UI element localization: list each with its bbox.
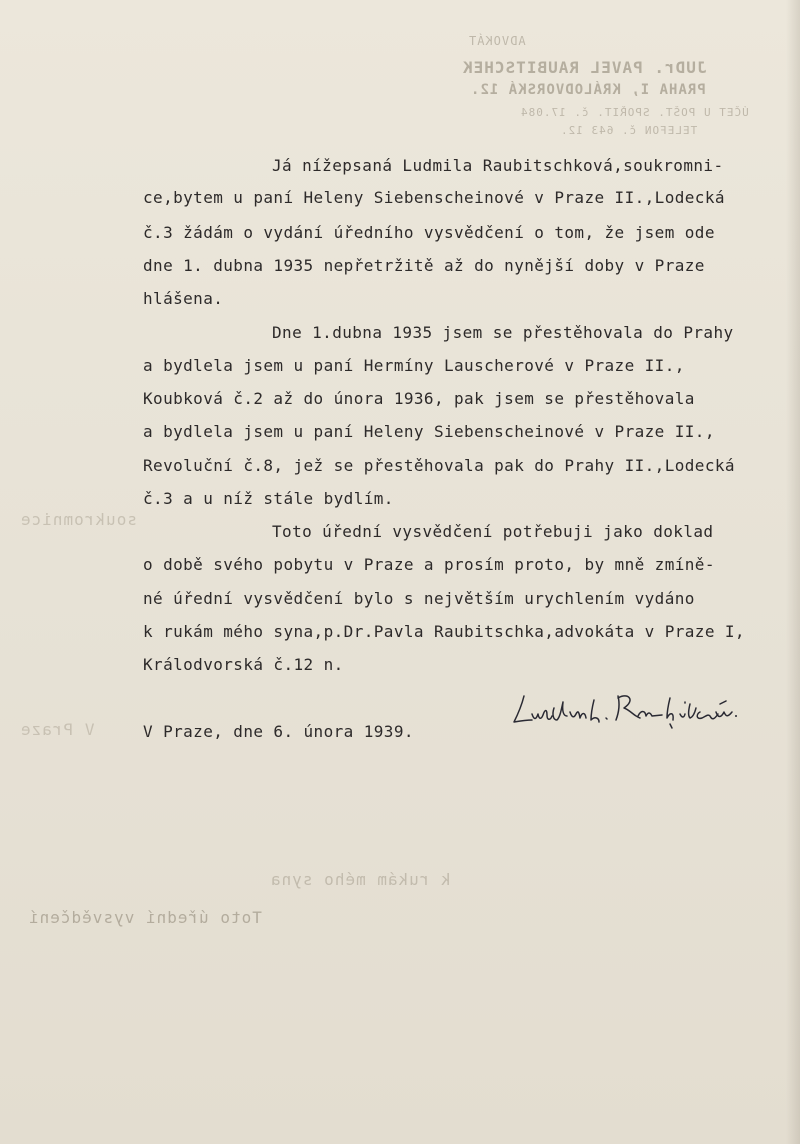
date-line: V Praze, dne 6. února 1939. (143, 722, 414, 741)
letterhead-ghost-line: PRAHA I, KRÁLODVORSKÁ 12. (470, 82, 706, 98)
letter-line: Koubková č.2 až do února 1936, pak jsem se přestěhovala (143, 389, 695, 408)
letter-line: a bydlela jsem u paní Heleny Siebenscheinové v Praze II., (143, 422, 715, 441)
letter-line: hlášena. (143, 289, 224, 308)
letter-line: k rukám mého syna,p.Dr.Pavla Raubitschka,advokáta v Praze I, (143, 622, 745, 641)
letter-line: Králodvorská č.12 n. (143, 655, 344, 674)
letterhead-ghost-line: TELEFON č. 643 12. (560, 124, 698, 137)
letter-line: Revoluční č.8, jež se přestěhovala pak do Prahy II.,Lodecká (143, 456, 735, 475)
letter-line: dne 1. dubna 1935 nepřetržitě až do nynější doby v Praze (143, 256, 705, 275)
letterhead-ghost-line: JUDr. PAVEL RAUBITSCHEK (462, 58, 707, 77)
reverse-bleed-line: k rukám mého syna (270, 870, 451, 889)
page-edge-shadow (786, 0, 800, 1144)
letter-line: ce,bytem u paní Heleny Siebenscheinové v Praze II.,Lodecká (143, 188, 725, 207)
letter-line: č.3 a u níž stále bydlím. (143, 489, 394, 508)
reverse-bleed-line: V Praze (20, 720, 95, 739)
signature-text: Ludmila Raubitschková (510, 732, 534, 734)
letterhead-ghost-line: ADVOKÁT (468, 34, 526, 48)
letter-line: Já nížepsaná Ludmila Raubitschková,soukromni- (272, 156, 724, 175)
reverse-bleed-line: soukromnice (20, 510, 137, 529)
letter-line: Dne 1.dubna 1935 jsem se přestěhovala do Prahy (272, 323, 734, 342)
letter-line: a bydlela jsem u paní Hermíny Lauscherové v Praze II., (143, 356, 685, 375)
letter-line: č.3 žádám o vydání úředního vysvědčení o tom, že jsem ode (143, 223, 715, 242)
handwritten-signature (510, 690, 742, 734)
letterhead-ghost-line: ÚČET U POŠT. SPOŘIT. č. 17.084 (520, 106, 749, 119)
reverse-bleed-line: Toto úřední vysvědčení (28, 908, 262, 927)
letter-line: Toto úřední vysvědčení potřebuji jako doklad (272, 522, 714, 541)
letter-line: o době svého pobytu v Praze a prosím proto, by mně zmíně- (143, 555, 715, 574)
letter-line: né úřední vysvědčení bylo s největším urychlením vydáno (143, 589, 695, 608)
